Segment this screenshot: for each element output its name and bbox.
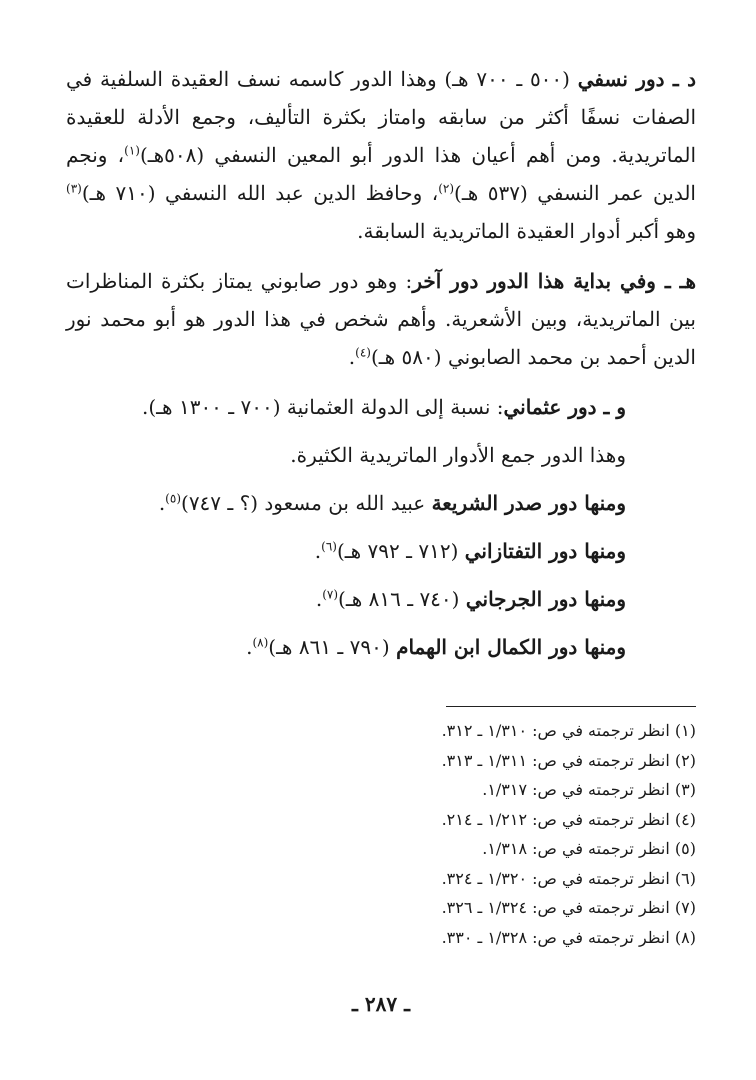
item-tail: . [315, 587, 323, 611]
item-text: وهذا الدور جمع الأدوار الماتريدية الكثيرة. [290, 443, 626, 467]
item-sadr-al-sharia [66, 484, 696, 522]
item-lead: و ـ دور عثماني [503, 395, 626, 419]
footnote-ref[interactable]: (٤) [355, 345, 371, 360]
footnote-ref[interactable]: (٧) [322, 587, 339, 602]
item-ottoman-era [66, 388, 696, 426]
footnote-item: (٦) انظر ترجمته في ص: ١/٣٢٠ ـ ٣٢٤. [441, 868, 696, 888]
item-ibn-al-humam [66, 628, 696, 666]
item-tail: . [246, 635, 253, 659]
footnote-item: (١) انظر ترجمته في ص: ١/٣١٠ ـ ٣١٢. [441, 721, 696, 740]
paragraph-text: ، ونجم الدين عمر النسفي (٥٣٧ هـ) [66, 143, 696, 205]
item-text: (٧١٢ ـ ٧٩٢ هـ) [336, 539, 465, 563]
footnote-separator [446, 706, 696, 707]
footnote-ref[interactable]: (٨) [252, 635, 269, 650]
footnotes-list [66, 716, 696, 952]
item-lead: ومنها دور الكمال ابن الهمام [396, 635, 626, 659]
paragraph-ha-sabuni-era [66, 262, 696, 376]
paragraph-text: (٥٠٠ ـ ٧٠٠ هـ) وهذا الدور كاسمه نسف العقيدة السلفية في الصفات نسفًا أكثر من سابقه وامتاز بكثرة التأليف، وجمع الأدلة للعقيدة الماتريدية. ومن أهم أعيان هذا الدور أبو المعين النسفي (٥٠٨هـ) [66, 67, 696, 167]
item-lead: ومنها دور صدر الشريعة [431, 491, 626, 515]
paragraph-text: ، وحافظ الدين عبد الله النسفي (٧١٠ هـ) [81, 181, 439, 205]
footnote-item: (٤) انظر ترجمته في ص: ١/٢١٢ ـ ٢١٤. [441, 809, 696, 829]
book-page [66, 60, 696, 1080]
paragraph-text: : وهو دور صابوني يمتاز بكثرة المناظرات بين الماتريدية، وبين الأشعرية. وأهم شخص في هذا الدور هو أبو محمد نور الدين أحمد بن محمد الصابوني (٥٨٠ هـ) [66, 269, 696, 369]
paragraph-text: . [348, 345, 356, 369]
item-text: (٧٩٠ ـ ٨٦١ هـ) [268, 635, 397, 659]
item-text: عبيد الله بن مسعود (؟ ـ ٧٤٧) [181, 491, 432, 515]
footnote-item: (٨) انظر ترجمته في ص: ١/٣٢٨ ـ ٣٣٠. [441, 927, 696, 947]
footnote-ref[interactable]: (٣) [66, 181, 82, 196]
item-taftazani [66, 532, 696, 570]
paragraph-lead: هـ ـ وفي بداية هذا الدور دور آخر [412, 269, 696, 293]
item-text: : نسبة إلى الدولة العثمانية (٧٠٠ ـ ١٣٠٠ هـ). [142, 395, 504, 419]
item-lead: ومنها دور التفتازاني [464, 539, 626, 563]
item-text: (٧٤٠ ـ ٨١٦ هـ) [338, 587, 466, 611]
footnote-ref[interactable]: (٦) [321, 539, 337, 554]
footnote-item: (٧) انظر ترجمته في ص: ١/٣٢٤ ـ ٣٢٦. [441, 898, 696, 917]
page-number: ـ ٢٨٧ ـ [352, 992, 410, 1016]
item-lead: ومنها دور الجرجاني [465, 587, 626, 611]
item-tail: . [158, 491, 166, 515]
footnote-item: (٣) انظر ترجمته في ص: ١/٣١٧. [482, 780, 696, 799]
footnote-ref[interactable]: (٢) [438, 181, 455, 196]
item-collection-note [66, 436, 696, 474]
footnote-ref[interactable]: (١) [124, 143, 140, 158]
item-jurjani [66, 580, 696, 618]
footnote-item: (٥) انظر ترجمته في ص: ١/٣١٨. [482, 839, 696, 858]
footnote-ref[interactable]: (٥) [165, 491, 181, 506]
paragraph-text: وهو أكبر أدوار العقيدة الماتريدية السابقة. [357, 219, 696, 243]
paragraph-lead: د ـ دور نسفي [577, 67, 696, 91]
paragraph-dal-nasafi-era [66, 60, 696, 250]
footnote-item: (٢) انظر ترجمته في ص: ١/٣١١ ـ ٣١٣. [441, 750, 696, 770]
item-tail: . [314, 539, 322, 563]
